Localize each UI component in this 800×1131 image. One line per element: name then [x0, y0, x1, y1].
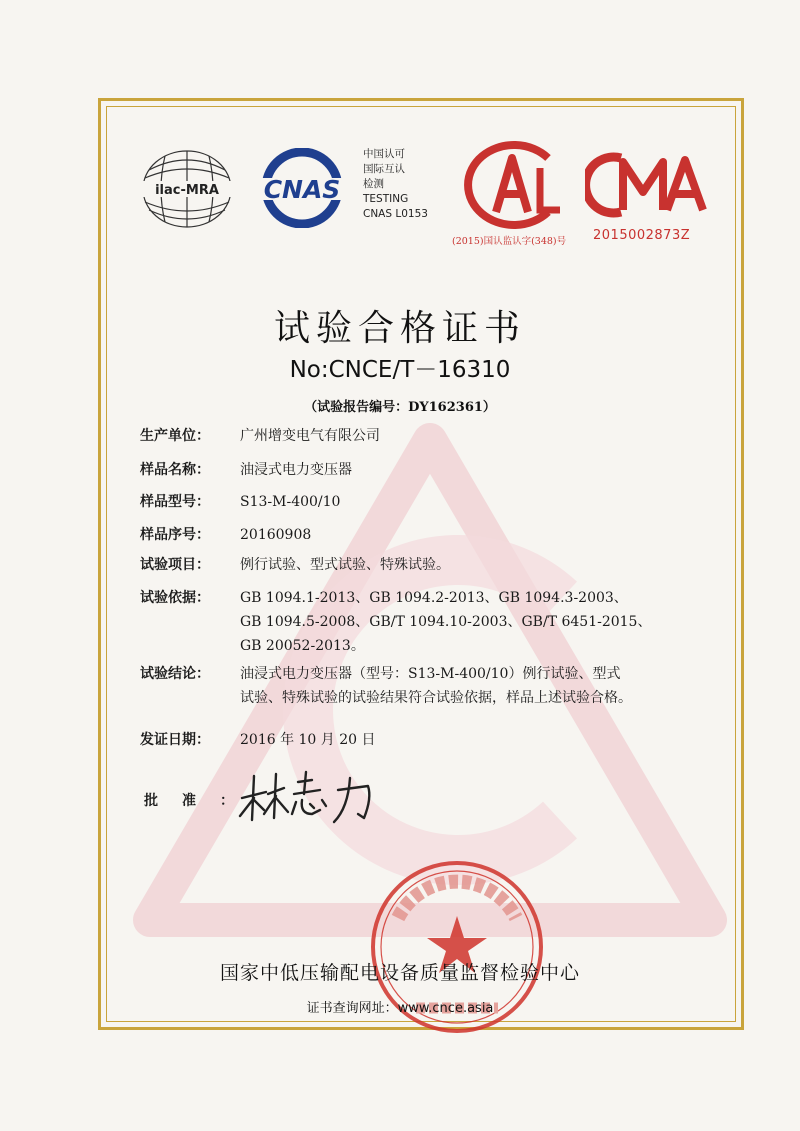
- report-number: （试验报告编号：DY162361）: [304, 400, 496, 415]
- standards-line: GB 1094.1-2013、GB 1094.2-2013、GB 1094.3-2003、: [240, 590, 628, 606]
- cal-logo: [456, 140, 568, 230]
- field-value: 2016 年 10 月 20 日: [240, 732, 376, 748]
- field-value: 20160908: [240, 527, 312, 543]
- ilac-mra-logo: [135, 148, 240, 230]
- approver-signature: [236, 768, 381, 828]
- field-label: 样品型号：: [140, 494, 210, 510]
- field-value: S13-M-400/10: [240, 494, 341, 510]
- cnas-line: TESTING: [363, 193, 409, 205]
- cnas-line: CNAS L0153: [363, 208, 428, 220]
- field-label: 试验依据：: [140, 590, 210, 606]
- field-value: 例行试验、型式试验、特殊试验。: [240, 557, 450, 573]
- conclusion-line: 油浸式电力变压器（型号：S13-M-400/10）例行试验、型式: [240, 666, 621, 682]
- cnas-logo-text: CNAS: [263, 175, 341, 204]
- issuing-center-name: 国家中低压输配电设备质量监督检验中心: [219, 962, 580, 984]
- field-label: 试验结论：: [140, 666, 210, 682]
- cma-approval-code: 2015002873Z: [593, 228, 691, 243]
- field-label: 发证日期：: [140, 732, 210, 748]
- approval-label: 批准：: [144, 793, 258, 809]
- cma-logo: [585, 148, 710, 222]
- field-label: 样品名称：: [140, 462, 210, 478]
- field-value: 广州增变电气有限公司: [240, 428, 380, 444]
- conclusion-line: 试验、特殊试验的试验结果符合试验依据，样品上述试验合格。: [240, 690, 632, 706]
- seal-text: 国家中低压输配电设备质量监督检验中心 检验检测专用章: [368, 858, 394, 859]
- certificate-query-url: 证书查询网址：www.cnce.asia: [306, 1001, 494, 1016]
- cnas-logo: [246, 148, 358, 228]
- standards-line: GB 1094.5-2008、GB/T 1094.10-2003、GB/T 6451-2015、: [240, 614, 652, 630]
- cnas-line: 中国认可: [363, 148, 405, 160]
- field-label: 生产单位：: [140, 428, 210, 444]
- cnas-accreditation-text: [363, 147, 428, 222]
- certificate-title: 试验合格证书: [273, 308, 526, 349]
- ilac-logo-text: ilac-MRA: [155, 183, 219, 198]
- cnas-line: 检测: [363, 178, 384, 190]
- field-value: 油浸式电力变压器: [240, 462, 352, 478]
- field-label: 样品序号：: [140, 527, 210, 543]
- cnas-line: 国际互认: [363, 163, 405, 175]
- field-value-lines: [240, 586, 740, 658]
- certificate-number: No:CNCE/T－16310: [289, 357, 511, 383]
- field-value-lines: [240, 662, 740, 710]
- field-label: 试验项目：: [140, 557, 210, 573]
- standards-line: GB 20052-2013。: [240, 638, 365, 654]
- cal-approval-code: (2015)国认监认字(348)号: [452, 236, 567, 247]
- cma-logo-text: CMA: [585, 148, 588, 149]
- cal-logo-text: CAL: [456, 140, 459, 141]
